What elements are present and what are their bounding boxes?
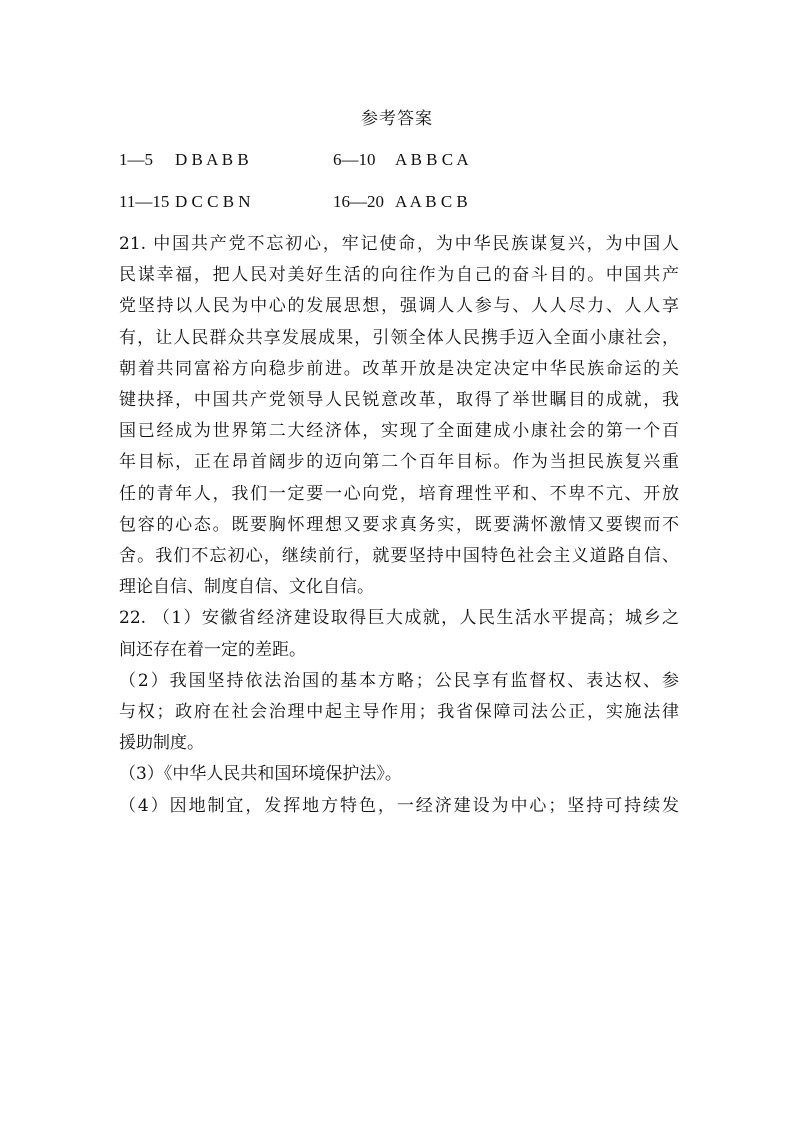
answer-range: 6—10 xyxy=(333,150,376,169)
text-line: （2）我国坚持依法治国的基本方略；公民享有监督权、表达权、参 xyxy=(119,670,679,691)
answer-range: 1—5 xyxy=(119,150,153,169)
text-line: 间还存在着一定的差距。 xyxy=(119,639,306,660)
text-line: 党坚持以人民为中心的发展思想，强调人人参与、人人尽力、人人享 xyxy=(119,296,679,317)
answer-range: 11—15 xyxy=(119,192,170,211)
answer-letters: D B A B B xyxy=(175,150,249,169)
text-line: 22. （1）安徽省经济建设取得巨大成就，人民生活水平提高；城乡之 xyxy=(119,608,679,629)
answer-group xyxy=(119,192,251,212)
question-22-part-3 xyxy=(119,759,679,790)
text-line: 有，让人民群众共享发展成果，引领全体人民携手迈入全面小康社会， xyxy=(119,327,679,348)
answer-group xyxy=(119,150,249,170)
answer-row-1 xyxy=(119,150,469,170)
answer-letters: A B B C A xyxy=(395,150,469,169)
answer-row-2 xyxy=(119,192,468,212)
text-line: 键抉择，中国共产党领导人民锐意改革，取得了举世瞩目的成就，我 xyxy=(119,390,679,411)
answer-letters: D C C B N xyxy=(175,192,251,211)
answer-group xyxy=(333,150,469,170)
text-line: 年目标，正在昂首阔步的迈向第二个百年目标。作为当担民族复兴重 xyxy=(119,452,679,473)
text-line: 援助制度。 xyxy=(119,733,204,754)
answer-letters: A A B C B xyxy=(395,192,468,211)
answer-group xyxy=(333,192,468,212)
text-line: 朝着共同富裕方向稳步前进。改革开放是决定决定中华民族命运的关 xyxy=(119,358,679,379)
text-line: 理论自信、制度自信、文化自信。 xyxy=(119,577,374,598)
text-line: 包容的心态。既要胸怀理想又要求真务实，既要满怀激情又要锲而不 xyxy=(119,514,679,535)
text-line: 国已经成为世界第二大经济体，实现了全面建成小康社会的第一个百 xyxy=(119,421,679,442)
text-line: 任的青年人，我们一定要一心向党，培育理性平和、不卑不亢、开放 xyxy=(119,483,679,504)
text-line: 民谋幸福，把人民对美好生活的向往作为自己的奋斗目的。中国共产 xyxy=(119,265,679,286)
text-line: （4）因地制宜，发挥地方特色，一经济建设为中心；坚持可持续发 xyxy=(119,795,679,816)
text-line: 21. 中国共产党不忘初心，牢记使命，为中华民族谋复兴，为中国人 xyxy=(119,234,679,254)
answer-range: 16—20 xyxy=(333,192,384,211)
text-line: 舍。我们不忘初心，继续前行，就要坚持中国特色社会主义道路自信、 xyxy=(119,546,679,567)
question-22-part-2 xyxy=(119,666,679,760)
question-22-part-4 xyxy=(119,791,679,822)
text-line: （3）《中华人民共和国环境保护法》。 xyxy=(119,764,402,785)
page-title: 参考答案 xyxy=(361,109,433,129)
question-21-answer xyxy=(119,229,679,603)
question-22-part-1 xyxy=(119,603,679,665)
text-line: 与权；政府在社会治理中起主导作用；我省保障司法公正，实施法律 xyxy=(119,702,679,722)
